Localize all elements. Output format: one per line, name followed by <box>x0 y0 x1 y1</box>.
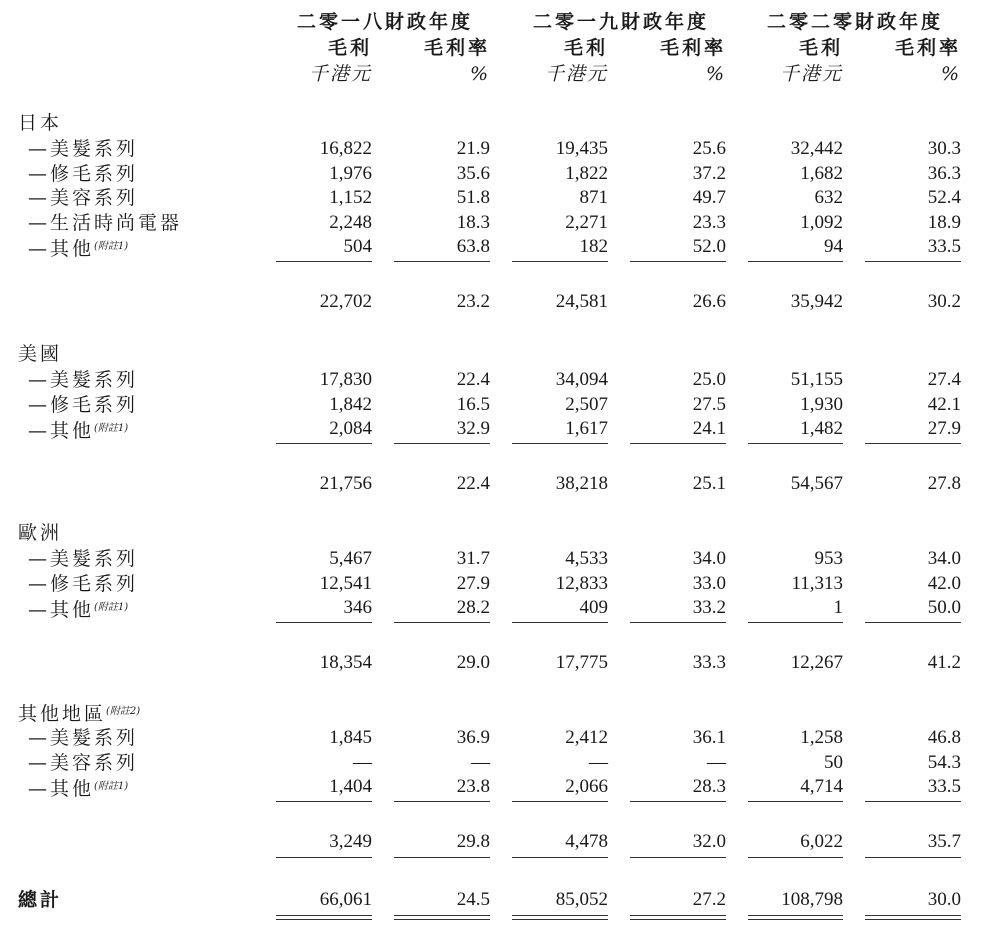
cell-value: 50.0 <box>927 597 961 618</box>
cell-value: 21.9 <box>456 138 490 159</box>
col-header-gross-profit: 毛利 <box>798 37 843 59</box>
underline-rule <box>394 857 490 858</box>
cell-value: 632 <box>814 187 843 208</box>
cell-value: 871 <box>579 187 608 208</box>
underline-rule <box>512 801 608 802</box>
cell-value: 1,842 <box>329 393 372 415</box>
total-value: 24.5 <box>456 889 490 910</box>
underline-rule <box>276 261 372 262</box>
underline-rule <box>630 801 726 802</box>
cell-value: 42.1 <box>927 393 961 415</box>
cell-value: 34,094 <box>555 369 608 390</box>
cell-value: 1,822 <box>565 162 608 184</box>
underline-rule <box>748 443 843 444</box>
underline-rule <box>512 443 608 444</box>
footnote-ref: (附註1) <box>94 781 129 792</box>
unit-percent: % <box>469 63 490 85</box>
row-label: —其他$^{(附註1)}$ <box>28 599 129 621</box>
double-underline-rule <box>276 915 372 920</box>
row-label: —其他$^{(附註1)}$ <box>28 420 129 442</box>
footnote-ref: (附註1) <box>94 241 129 252</box>
subtotal-value: 54,567 <box>790 472 843 494</box>
region-heading: 其他地區$^{(附註2)}$ <box>18 703 141 725</box>
cell-value: 23.3 <box>692 211 726 233</box>
underline-rule <box>276 443 372 444</box>
subtotal-value: 35.7 <box>927 830 961 852</box>
col-header-gross-profit: 毛利 <box>327 37 372 59</box>
cell-value: 2,248 <box>329 211 372 233</box>
unit-percent: % <box>940 63 961 85</box>
cell-value: 25.0 <box>692 369 726 390</box>
cell-value: 33.5 <box>927 776 961 797</box>
subtotal-value: 22,702 <box>319 290 372 312</box>
cell-value: 2,412 <box>565 727 608 748</box>
underline-rule <box>865 443 961 444</box>
cell-value: 27.5 <box>692 393 726 415</box>
underline-rule <box>630 443 726 444</box>
cell-value: — <box>707 751 726 773</box>
cell-value: 52.0 <box>692 236 726 257</box>
total-value: 27.2 <box>692 889 726 910</box>
region-heading: 日本 <box>18 112 63 134</box>
cell-value: 4,533 <box>565 548 608 569</box>
row-label: —美髮系列 <box>28 727 139 749</box>
cell-value: 1,092 <box>800 211 843 233</box>
cell-value: — <box>589 751 608 773</box>
subtotal-value: 29.8 <box>456 830 490 852</box>
cell-value: 2,271 <box>565 211 608 233</box>
cell-value: 32.9 <box>456 418 490 439</box>
underline-rule <box>748 622 843 623</box>
footnote-ref: (附註2) <box>106 706 141 717</box>
underline-rule <box>630 261 726 262</box>
cell-value: 2,507 <box>565 393 608 415</box>
underline-rule <box>394 622 490 623</box>
underline-rule <box>394 261 490 262</box>
cell-value: 18.9 <box>927 211 961 233</box>
subtotal-value: 26.6 <box>692 290 726 312</box>
cell-value: 5,467 <box>329 548 372 569</box>
cell-value: 33.2 <box>692 597 726 618</box>
unit-hkd-thousand: 千港元 <box>544 63 608 85</box>
cell-value: 36.3 <box>927 162 961 184</box>
subtotal-value: 3,249 <box>329 830 372 852</box>
cell-value: 42.0 <box>927 572 961 594</box>
cell-value: 23.8 <box>456 776 490 797</box>
period-title: 二零一八財政年度 <box>296 11 474 33</box>
cell-value: 4,714 <box>800 776 843 797</box>
cell-value: 953 <box>814 548 843 569</box>
subtotal-value: 29.0 <box>456 651 490 673</box>
subtotal-value: 18,354 <box>319 651 372 673</box>
cell-value: 35.6 <box>456 162 490 184</box>
cell-value: 34.0 <box>692 548 726 569</box>
col-header-gross-profit: 毛利 <box>563 37 608 59</box>
row-label: —美容系列 <box>28 187 139 209</box>
cell-value: 1,152 <box>329 187 372 208</box>
period-title: 二零二零財政年度 <box>766 11 944 33</box>
cell-value: 51.8 <box>456 187 490 208</box>
cell-value: 30.3 <box>927 138 961 159</box>
total-value: 85,052 <box>555 889 608 910</box>
cell-value: 27.9 <box>456 572 490 594</box>
row-label: —生活時尚電器 <box>28 211 183 234</box>
cell-value: 2,084 <box>329 418 372 439</box>
cell-value: 54.3 <box>927 751 961 773</box>
cell-value: — <box>471 751 490 773</box>
region-heading: 歐洲 <box>18 522 63 544</box>
subtotal-value: 12,267 <box>790 651 843 673</box>
cell-value: 2,066 <box>565 776 608 797</box>
underline-rule <box>865 857 961 858</box>
cell-value: 28.2 <box>456 597 490 618</box>
cell-value: 34.0 <box>927 548 961 569</box>
underline-rule <box>865 801 961 802</box>
total-value: 108,798 <box>781 889 843 910</box>
cell-value: 1,845 <box>329 727 372 748</box>
row-label: —美容系列 <box>28 751 139 774</box>
cell-value: 1,682 <box>800 162 843 184</box>
double-underline-rule <box>394 915 490 920</box>
total-value: 66,061 <box>319 889 372 910</box>
subtotal-value: 24,581 <box>555 290 608 312</box>
cell-value: 49.7 <box>692 187 726 208</box>
col-header-gross-margin: 毛利率 <box>894 37 961 59</box>
cell-value: 1 <box>833 597 843 618</box>
cell-value: 50 <box>824 751 843 773</box>
cell-value: 1,482 <box>800 418 843 439</box>
cell-value: 51,155 <box>790 369 843 390</box>
underline-rule <box>394 801 490 802</box>
cell-value: 36.1 <box>692 727 726 748</box>
cell-value: 33.5 <box>927 236 961 257</box>
double-underline-rule <box>865 915 961 920</box>
subtotal-value: 27.8 <box>927 472 961 494</box>
underline-rule <box>394 443 490 444</box>
row-label: —修毛系列 <box>28 162 139 185</box>
subtotal-value: 21,756 <box>319 472 372 494</box>
cell-value: 1,404 <box>329 776 372 797</box>
cell-value: 33.0 <box>692 572 726 594</box>
subtotal-value: 23.2 <box>456 290 490 312</box>
cell-value: 24.1 <box>692 418 726 439</box>
subtotal-value: 41.2 <box>927 651 961 673</box>
period-title: 二零一九財政年度 <box>532 11 710 33</box>
col-header-gross-margin: 毛利率 <box>659 37 726 59</box>
underline-rule <box>512 857 608 858</box>
footnote-ref: (附註1) <box>94 602 129 613</box>
underline-rule <box>276 622 372 623</box>
cell-value: 36.9 <box>456 727 490 748</box>
underline-rule <box>865 622 961 623</box>
double-underline-rule <box>748 915 843 920</box>
row-label: —修毛系列 <box>28 393 139 416</box>
subtotal-value: 32.0 <box>692 830 726 852</box>
underline-rule <box>748 857 843 858</box>
total-value: 30.0 <box>927 889 961 910</box>
underline-rule <box>630 857 726 858</box>
double-underline-rule <box>512 915 608 920</box>
cell-value: 28.3 <box>692 776 726 797</box>
subtotal-value: 22.4 <box>456 472 490 494</box>
subtotal-value: 25.1 <box>692 472 726 494</box>
footnote-ref: (附註1) <box>94 423 129 434</box>
unit-hkd-thousand: 千港元 <box>779 63 843 85</box>
cell-value: 346 <box>343 597 372 618</box>
cell-value: — <box>353 751 372 773</box>
row-label: —美髮系列 <box>28 138 139 160</box>
region-heading: 美國 <box>18 343 63 365</box>
cell-value: 504 <box>343 236 372 257</box>
cell-value: 25.6 <box>692 138 726 159</box>
cell-value: 11,313 <box>791 572 843 594</box>
cell-value: 1,617 <box>565 418 608 439</box>
subtotal-value: 33.3 <box>692 651 726 673</box>
cell-value: 12,541 <box>319 572 372 594</box>
underline-rule <box>748 261 843 262</box>
unit-percent: % <box>705 63 726 85</box>
underline-rule <box>630 622 726 623</box>
double-underline-rule <box>630 915 726 920</box>
unit-hkd-thousand: 千港元 <box>308 63 372 85</box>
cell-value: 22.4 <box>456 369 490 390</box>
cell-value: 16,822 <box>319 138 372 159</box>
cell-value: 16.5 <box>456 393 490 415</box>
total-label: 總計 <box>18 889 63 911</box>
cell-value: 1,976 <box>329 162 372 184</box>
cell-value: 52.4 <box>927 187 961 208</box>
cell-value: 12,833 <box>555 572 608 594</box>
row-label: —其他$^{(附註1)}$ <box>28 238 129 260</box>
cell-value: 409 <box>579 597 608 618</box>
cell-value: 1,258 <box>800 727 843 748</box>
row-label: —美髮系列 <box>28 548 139 570</box>
row-label: —美髮系列 <box>28 369 139 391</box>
cell-value: 31.7 <box>456 548 490 569</box>
cell-value: 46.8 <box>927 727 961 748</box>
cell-value: 18.3 <box>456 211 490 233</box>
underline-rule <box>865 261 961 262</box>
cell-value: 94 <box>824 236 843 257</box>
row-label: —修毛系列 <box>28 572 139 595</box>
subtotal-value: 6,022 <box>800 830 843 852</box>
underline-rule <box>512 261 608 262</box>
underline-rule <box>512 622 608 623</box>
cell-value: 17,830 <box>319 369 372 390</box>
cell-value: 19,435 <box>555 138 608 159</box>
cell-value: 182 <box>579 236 608 257</box>
cell-value: 1,930 <box>800 393 843 415</box>
cell-value: 27.4 <box>927 369 961 390</box>
col-header-gross-margin: 毛利率 <box>423 37 490 59</box>
underline-rule <box>276 801 372 802</box>
cell-value: 37.2 <box>692 162 726 184</box>
subtotal-value: 38,218 <box>555 472 608 494</box>
subtotal-value: 35,942 <box>790 290 843 312</box>
subtotal-value: 30.2 <box>927 290 961 312</box>
cell-value: 32,442 <box>790 138 843 159</box>
cell-value: 27.9 <box>927 418 961 439</box>
row-label: —其他$^{(附註1)}$ <box>28 778 129 800</box>
subtotal-value: 4,478 <box>565 830 608 852</box>
underline-rule <box>748 801 843 802</box>
subtotal-value: 17,775 <box>555 651 608 673</box>
underline-rule <box>276 857 372 858</box>
cell-value: 63.8 <box>456 236 490 257</box>
